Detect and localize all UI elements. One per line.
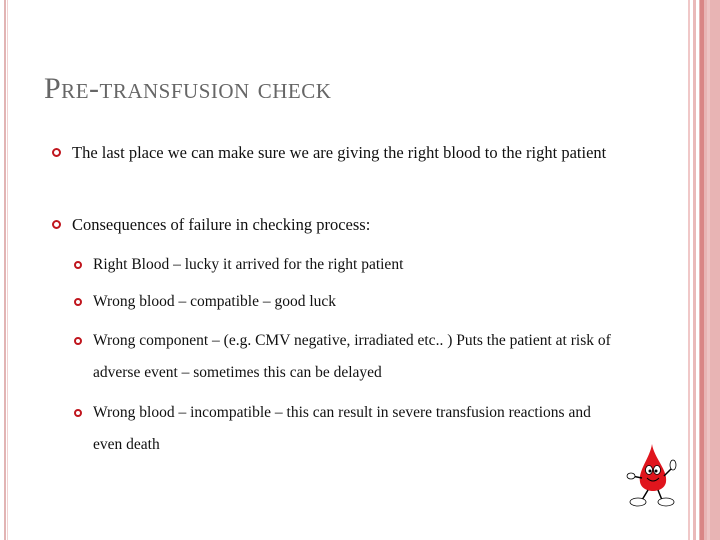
bullet-text: Right Blood – lucky it arrived for the right patient xyxy=(93,256,404,273)
bullet-text: Wrong blood – compatible – good luck xyxy=(93,293,337,310)
bullet-item xyxy=(52,136,642,169)
bullet-icon xyxy=(74,337,82,345)
bullet-text: Wrong component – (e.g. CMV negative, irradiated etc.. ) Puts the patient at risk of adverse event – sometimes this can be delayed xyxy=(93,332,611,381)
bullet-icon xyxy=(52,220,61,229)
bullet-text: The last place we can make sure we are giving the right blood to the right patient xyxy=(72,143,607,162)
sub-bullet-item xyxy=(74,286,653,318)
right-stripe xyxy=(693,0,696,540)
bullet-text: Wrong blood – incompatible – this can result in severe transfusion reactions and even death xyxy=(93,404,591,453)
left-border xyxy=(4,0,6,540)
bullet-icon xyxy=(74,409,82,417)
sub-bullet-item xyxy=(74,397,623,461)
right-stripe xyxy=(707,0,710,540)
bullet-item xyxy=(52,208,642,241)
bullet-icon xyxy=(74,298,82,306)
bullet-icon xyxy=(52,148,61,157)
blood-drop-mascot-icon xyxy=(620,440,690,510)
left-border-inner xyxy=(7,0,8,540)
slide-title: Pre-transfusion check xyxy=(44,72,332,105)
bullet-text: Consequences of failure in checking process: xyxy=(72,215,371,234)
bullet-icon xyxy=(74,261,82,269)
sub-bullet-item xyxy=(74,325,623,389)
sub-bullet-item xyxy=(74,249,653,281)
right-stripe xyxy=(700,0,704,540)
